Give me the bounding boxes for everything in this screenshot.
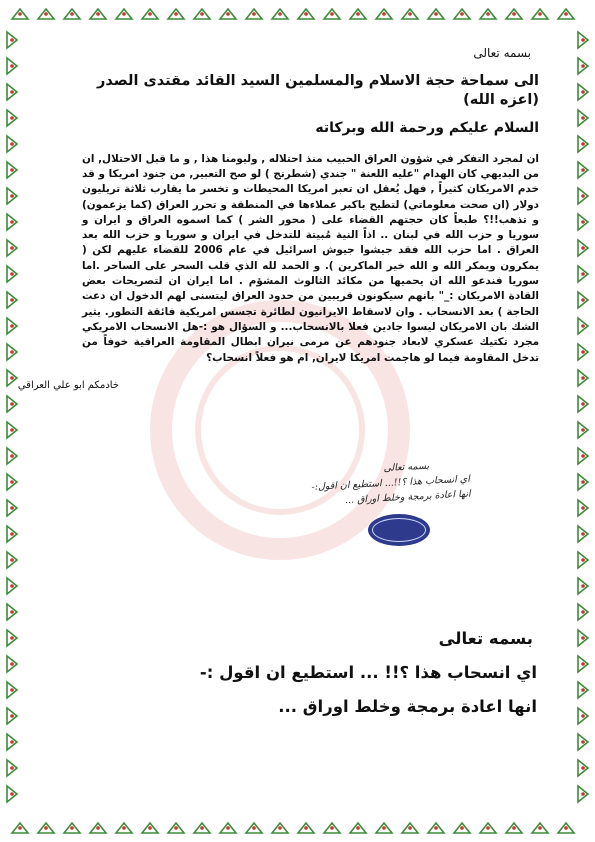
border-ornament: [12, 9, 28, 19]
border-ornament: [7, 266, 17, 282]
border-ornament: [7, 734, 17, 750]
border-ornament: [506, 823, 522, 833]
border-ornament: [578, 656, 588, 672]
border-ornament: [7, 604, 17, 620]
transcript-line-3: انها اعادة برمجة وخلط اوراق ...: [278, 697, 537, 716]
stamp-inner-ring: [372, 518, 426, 542]
border-ornament: [578, 682, 588, 698]
border-ornament: [578, 84, 588, 100]
border-ornament: [7, 708, 17, 724]
border-ornament: [506, 9, 522, 19]
border-ornament: [7, 760, 17, 776]
border-ornament: [272, 9, 288, 19]
border-ornament: [7, 214, 17, 230]
border-ornament: [7, 656, 17, 672]
border-ornament: [64, 823, 80, 833]
border-ornament: [578, 32, 588, 48]
border-ornament: [220, 823, 236, 833]
border-ornament: [454, 9, 470, 19]
border-ornament: [578, 760, 588, 776]
border-ornament: [578, 630, 588, 646]
border-ornament: [480, 823, 496, 833]
border-ornament: [64, 9, 80, 19]
border-ornament: [578, 136, 588, 152]
border-ornament: [350, 823, 366, 833]
border-ornament: [7, 136, 17, 152]
handwritten-reply: [299, 458, 471, 512]
border-ornament: [7, 422, 17, 438]
border-ornament: [168, 9, 184, 19]
border-ornament: [90, 823, 106, 833]
border-ornament: [578, 292, 588, 308]
border-ornament: [7, 162, 17, 178]
border-ornament: [454, 823, 470, 833]
letter-addressee: الى سماحة حجة الاسلام والمسلمين السيد القائد مقتدى الصدر (اعزه الله): [96, 73, 539, 108]
border-ornament: [142, 823, 158, 833]
border-ornament: [324, 823, 340, 833]
border-ornament: [7, 292, 17, 308]
border-ornament: [578, 58, 588, 74]
border-ornament: [7, 682, 17, 698]
border-ornament: [7, 110, 17, 126]
border-ornament: [578, 396, 588, 412]
border-ornament: [578, 162, 588, 178]
border-ornament: [402, 9, 418, 19]
handwritten-line-2: اي انسحاب هذا ؟!!... استطيع ان اقول:-: [311, 473, 471, 493]
border-ornament: [480, 9, 496, 19]
border-ornament: [7, 58, 17, 74]
border-ornament: [376, 823, 392, 833]
border-ornament: [194, 9, 210, 19]
border-ornament: [246, 823, 262, 833]
border-ornament: [578, 110, 588, 126]
border-ornament: [578, 526, 588, 542]
border-ornament: [298, 9, 314, 19]
border-ornament: [7, 32, 17, 48]
border-ornament: [578, 266, 588, 282]
border-ornament: [194, 823, 210, 833]
border-ornament: [324, 9, 340, 19]
border-ornament: [578, 500, 588, 516]
border-ornament: [578, 188, 588, 204]
border-ornament: [376, 9, 392, 19]
border-ornament: [578, 604, 588, 620]
border-ornament: [7, 318, 17, 334]
border-ornament: [298, 823, 314, 833]
border-ornament: [7, 370, 17, 386]
border-ornament: [7, 500, 17, 516]
border-ornament: [7, 84, 17, 100]
border-ornament: [7, 188, 17, 204]
handwritten-line-1: بسمه تعالى: [383, 460, 430, 475]
handwritten-line-3: انها اعادة برمجة وخلط اوراق ...: [344, 488, 471, 507]
border-ornament: [168, 823, 184, 833]
border-ornament: [38, 823, 54, 833]
border-ornament: [578, 370, 588, 386]
official-stamp: [368, 514, 430, 546]
border-ornament: [38, 9, 54, 19]
border-ornament: [350, 9, 366, 19]
border-ornament: [578, 214, 588, 230]
border-ornament: [578, 474, 588, 490]
border-ornament: [116, 823, 132, 833]
border-ornament: [7, 474, 17, 490]
border-ornament: [7, 552, 17, 568]
border-ornament: [578, 448, 588, 464]
border-ornament: [220, 9, 236, 19]
border-ornament: [578, 708, 588, 724]
border-ornament: [7, 240, 17, 256]
border-ornament: [7, 448, 17, 464]
transcript-line-2: اي انسحاب هذا ؟!! ... استطيع ان اقول :-: [199, 663, 537, 682]
border-ornament: [7, 344, 17, 360]
border-ornament: [558, 9, 574, 19]
border-ornament: [558, 823, 574, 833]
border-ornament: [272, 823, 288, 833]
border-ornament: [532, 9, 548, 19]
border-ornament: [402, 823, 418, 833]
letter-body: ان لمجرد التفكر في شؤون العراق الحبيب منذ احتلاله , وليومنا هذا , و ما قبل الاحتلال, ان من البديهي كان الهدام "عليه اللعنة " جندي (شطرنج ) لو صح التعبير, من جنود امريكا و قد خدم الامريكان كثيراً , فهل يُعقل ان تعبر امريكا المحيطات و تخسر ما يقارب ثلاثة تريليون دولار (ان صحت معلوماتي) لتطيح باكبر عملاءها في المنطقة و تحرر العراق (كما يزعمون) و تذهب!!؟ طبعاً كان حجتهم القضاء على ( محور الشر ) كما اسموه العراق و ايران و سوريا و حزب الله في لبنان .. اذاً النية مُبيتة للتدخل في ايران و سوريا و حزب الله بعد العراق . اما حزب الله فقد جيشوا جيوش اسرائيل في عام 2006 للقضاء عليهم لكن ( يمكرون ويمكر الله و الله خير الماكرين ). و الحمد لله الذي قلب السحر على الساحر .اما سوريا فندعو الله ان يحميها من مكائد الثالوث المشؤم . اما ايران ان لتصريحات بعض القادة الامريكان :_" بانهم سيكونون قريبين من حدود العراق ليتسنى لهم الدخول ان دعت الحاجة ) بعد الانسحاب . وان لاسقاط الايرانيون لطائرة تجسس امريكية فائقة التطور. يثير الشك بان الامريكان ليسوا جادين فعلا بالانسحاب... و السؤال هو :-هل الانسحاب الامريكي مجرد تكتيك عسكري لابعاد جنودهم عن مرمى نيران ابطال المقاومة العراقية خوفاً من تدخل المقاومة فيما لو هاجمت امريكا لايران, ام هو فعلاً انسحاب؟: [82, 152, 539, 364]
border-ornament: [7, 630, 17, 646]
border-ornament: [578, 318, 588, 334]
border-ornament: [578, 344, 588, 360]
typed-transcript: [97, 622, 537, 724]
border-ornament: [532, 823, 548, 833]
letter-content: [17, 46, 539, 391]
letter-signature: خادمكم ابو علي العراقي: [17, 379, 119, 391]
border-ornament: [428, 823, 444, 833]
border-ornament: [7, 396, 17, 412]
border-ornament: [246, 9, 262, 19]
border-ornament: [7, 578, 17, 594]
border-ornament: [428, 9, 444, 19]
border-ornament: [7, 786, 17, 802]
border-ornament: [7, 526, 17, 542]
letter-basmala: بسمه تعالى: [473, 46, 531, 60]
border-ornament: [578, 786, 588, 802]
border-ornament: [578, 240, 588, 256]
border-ornament: [578, 734, 588, 750]
border-ornament: [12, 823, 28, 833]
border-ornament: [578, 552, 588, 568]
border-ornament: [142, 9, 158, 19]
border-ornament: [578, 422, 588, 438]
border-ornament: [116, 9, 132, 19]
border-ornament: [90, 9, 106, 19]
letter-greeting: السلام عليكم ورحمة الله وبركاته: [315, 119, 539, 136]
border-ornament: [578, 578, 588, 594]
transcript-line-1: بسمه تعالى: [438, 629, 533, 648]
